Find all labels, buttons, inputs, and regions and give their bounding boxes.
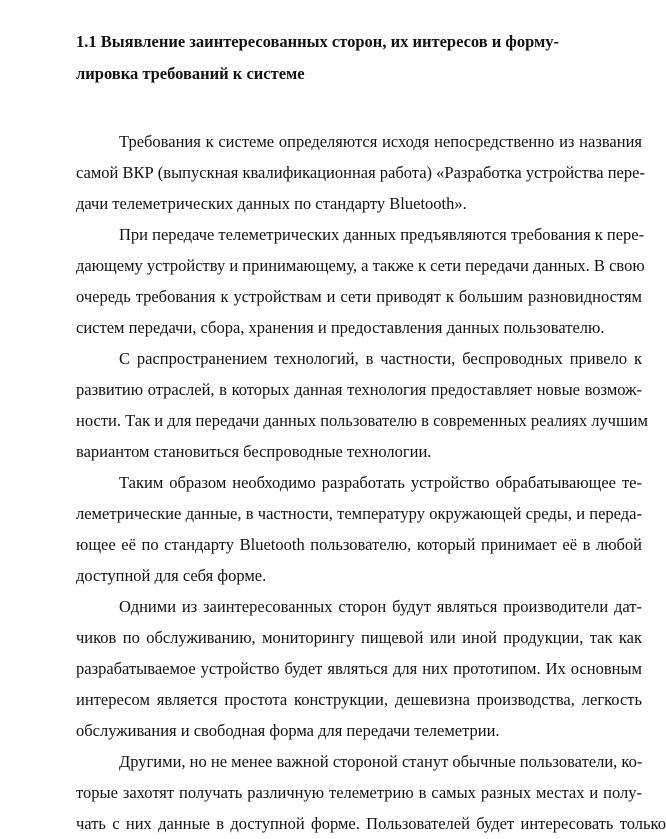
paragraph-5-line-5: обслуживания и свободная форма для передачи телеметрии. <box>76 721 500 740</box>
paragraph-3-line-2: развитию отраслей, в которых данная технология предоставляет новые возмож- <box>76 380 642 399</box>
paragraph-4-line-2: леметрические данные, в частности, температуру окружающей среды, и переда- <box>76 504 642 523</box>
paragraph-1-line-2: самой ВКР (выпускная квалификационная работа) «Разработка устройства пере- <box>76 163 645 182</box>
section-heading-line-2: лировка требований к системе <box>76 64 305 83</box>
paragraph-6-line-2: торые захотят получать различную телеметрию в самых разных местах и полу- <box>76 783 642 802</box>
paragraph-3-line-3: ности. Так и для передачи данных пользователю в современных реалиях лучшим <box>76 411 648 430</box>
paragraph-1-line-1: Требования к системе определяются исходя непосредственно из названия <box>119 132 642 151</box>
paragraph-5-line-1: Одними из заинтересованных сторон будут являться производители дат- <box>119 597 642 616</box>
paragraph-4-line-4: доступной для себя форме. <box>76 566 267 585</box>
paragraph-6-line-3: чать с них данные в доступной форме. Пользователей будет интересовать только <box>76 814 666 833</box>
paragraph-4-line-1: Таким образом необходимо разработать устройство обрабатывающее те- <box>119 473 642 492</box>
paragraph-3-line-1: С распространением технологий, в частности, беспроводных привело к <box>119 349 642 368</box>
paragraph-2-line-3: очередь требования к устройствам и сети приводят к большим разновидностям <box>76 287 642 306</box>
paragraph-4-line-3: ющее её по стандарту Bluetooth пользователю, который принимает её в любой <box>76 535 642 554</box>
paragraph-2-line-2: дающему устройству и принимающему, а также к сети передачи данных. В свою <box>76 256 645 275</box>
paragraph-3-line-4: вариантом становиться беспроводные технологии. <box>76 442 432 461</box>
paragraph-2-line-1: При передаче телеметрических данных предъявляются требования к пере- <box>119 225 645 244</box>
paragraph-1-line-3: дачи телеметрических данных по стандарту Bluetooth». <box>76 194 467 213</box>
paragraph-5-line-4: интересом является простота конструкции, дешевизна производства, легкость <box>76 690 642 709</box>
paragraph-5-line-3: разрабатываемое устройство будет являться для них прототипом. Их основным <box>76 659 642 678</box>
paragraph-5-line-2: чиков по обслуживанию, мониторингу пищевой или иной продукции, так как <box>76 628 642 647</box>
paragraph-6-line-1: Другими, но не менее важной стороной станут обычные пользователи, ко- <box>119 752 643 771</box>
paragraph-2-line-4: систем передачи, сбора, хранения и предоставления данных пользователю. <box>76 318 605 337</box>
section-heading-line-1: 1.1 Выявление заинтересованных сторон, их интересов и форму- <box>76 32 559 51</box>
